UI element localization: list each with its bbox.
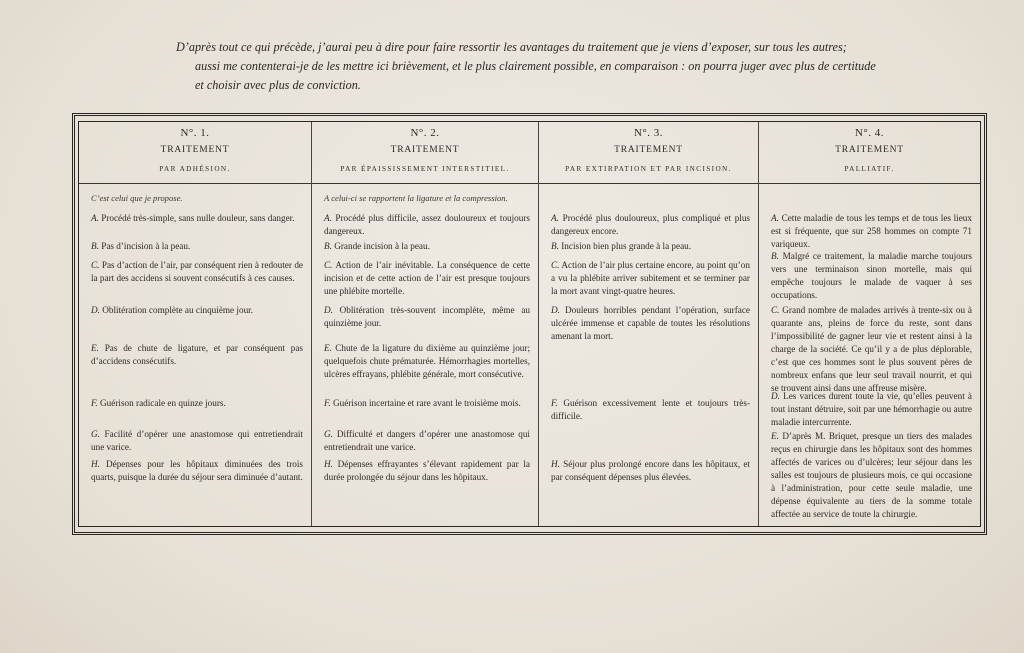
list-item bbox=[771, 430, 972, 521]
item-text: Dépenses pour les hôpitaux diminuées des trois quarts, puisque la durée du séjour sera diminuée d’autant. bbox=[91, 459, 304, 482]
list-item bbox=[551, 212, 750, 238]
item-text: Dépenses effrayantes s’élevant rapidement par la durée prolongée du séjour dans les hôpitaux. bbox=[324, 459, 530, 482]
item-text: D’après M. Briquet, presque un tiers des malades reçus en chirurgie dans les hôpitaux sont des hommes affectés de varices ou d’ulcères; leur séjour dans les salles est toujours de plusieurs mois, ce qui occasione à l’administration, pour cette seule maladie, une dépense équivalente au tiers de la somme totale affectée au service de toute la chirurgie. bbox=[771, 431, 972, 519]
item-key: B. bbox=[771, 251, 779, 261]
column-epaississement bbox=[312, 122, 539, 526]
item-key: G. bbox=[91, 429, 100, 439]
item-text: Guérison radicale en quinze jours. bbox=[100, 398, 226, 408]
item-key: C. bbox=[91, 260, 100, 270]
item-key: A. bbox=[771, 213, 779, 223]
item-key: D. bbox=[91, 305, 100, 315]
column-note: A celui-ci se rapportent la ligature et la compression. bbox=[324, 193, 508, 203]
item-key: H. bbox=[91, 459, 100, 469]
column-palliatif bbox=[759, 122, 980, 526]
column-number: N°. 4. bbox=[854, 127, 885, 139]
column-subtitle: PAR EXTIRPATION ET PAR INCISION. bbox=[565, 165, 732, 173]
item-key: E. bbox=[324, 343, 332, 353]
item-key: A. bbox=[551, 213, 559, 223]
item-text: Les varices durent toute la vie, qu’elles peuvent à tout instant détruire, soit par une hémorrhagie ou autre maladie intercurrente. bbox=[771, 391, 972, 427]
column-header bbox=[79, 122, 311, 184]
list-item bbox=[771, 212, 972, 251]
item-key: C. bbox=[324, 260, 333, 270]
column-title: TRAITEMENT bbox=[160, 145, 230, 155]
list-item bbox=[324, 342, 530, 381]
list-item bbox=[324, 259, 530, 298]
list-item bbox=[91, 240, 303, 253]
list-item bbox=[91, 304, 303, 317]
intro-paragraph bbox=[176, 38, 906, 95]
column-note: C’est celui que je propose. bbox=[91, 193, 183, 203]
intro-line: et choisir avec plus de conviction. bbox=[195, 78, 361, 92]
item-text: Difficulté et dangers d’opérer une anastomose qui entretiendrait une varice. bbox=[324, 429, 530, 452]
item-text: Oblitération complète au cinquième jour. bbox=[102, 305, 254, 315]
item-text: Guérison incertaine et rare avant le troisième mois. bbox=[333, 398, 521, 408]
list-item bbox=[551, 458, 750, 484]
list-item bbox=[551, 397, 750, 423]
item-text: Cette maladie de tous les temps et de tous les lieux est si fréquente, que sur 258 hommes on compte 71 variqueux. bbox=[771, 213, 972, 249]
item-key: F. bbox=[91, 398, 98, 408]
item-text: Facilité d’opérer une anastomose qui entretiendrait une varice. bbox=[91, 429, 304, 452]
list-item bbox=[91, 342, 303, 368]
list-item bbox=[324, 304, 530, 330]
item-text: Pas de chute de ligature, et par conséquent pas d’accidens consécutifs. bbox=[91, 343, 303, 366]
column-number: N°. 3. bbox=[633, 127, 664, 139]
list-item bbox=[91, 428, 303, 454]
item-key: D. bbox=[551, 305, 560, 315]
comparison-table bbox=[72, 113, 987, 535]
column-subtitle: PAR ÉPAISSISSEMENT INTERSTITIEL. bbox=[340, 165, 510, 173]
column-title: TRAITEMENT bbox=[835, 145, 904, 155]
item-key: C. bbox=[771, 305, 780, 315]
list-item bbox=[324, 212, 530, 238]
item-text: Pas d’action de l’air, par conséquent rien à redouter de la part des accidens si souvent consécutifs à ces causes. bbox=[91, 260, 303, 283]
item-key: F. bbox=[324, 398, 331, 408]
list-item bbox=[91, 259, 303, 285]
list-item bbox=[324, 428, 530, 454]
item-key: G. bbox=[324, 429, 333, 439]
item-text: Action de l’air plus certaine encore, au point qu’on a vu la phlébite arriver subitement et se terminer par la mort avant vingt-quatre heures. bbox=[551, 260, 750, 296]
item-key: B. bbox=[551, 241, 559, 251]
list-item bbox=[324, 458, 530, 484]
item-key: D. bbox=[324, 305, 333, 315]
list-item bbox=[551, 259, 750, 298]
column-adhesion bbox=[79, 122, 312, 526]
item-key: H. bbox=[324, 459, 333, 469]
item-key: C. bbox=[551, 260, 560, 270]
item-text: Séjour plus prolongé encore dans les hôpitaux, et par conséquent dépenses plus élevées. bbox=[551, 459, 750, 482]
list-item bbox=[91, 458, 303, 484]
column-title: TRAITEMENT bbox=[614, 145, 683, 155]
item-text: Procédé très-simple, sans nulle douleur, sans danger. bbox=[101, 213, 295, 223]
intro-line: D’après tout ce qui précède, j’aurai peu à dire pour faire ressortir les avantages du traitement que je viens d’exposer, sur tous les autres; bbox=[176, 40, 847, 54]
intro-line: aussi me contenterai-je de les mettre ici brièvement, et le plus clairement possible, en comparaison : on pourra juger avec plus de certitude bbox=[195, 59, 876, 73]
list-item bbox=[324, 240, 530, 253]
item-key: A. bbox=[324, 213, 332, 223]
column-subtitle: PALLIATIF. bbox=[844, 165, 895, 173]
column-title: TRAITEMENT bbox=[390, 145, 460, 155]
column-number: N°. 1. bbox=[180, 127, 210, 139]
item-text: Oblitération très-souvent incomplète, même au quinzième jour. bbox=[324, 305, 530, 328]
item-text: Procédé plus douloureux, plus compliqué et plus dangereux encore. bbox=[551, 213, 751, 236]
item-key: B. bbox=[91, 241, 99, 251]
list-item bbox=[771, 304, 972, 395]
item-text: Procédé plus difficile, assez douloureux et toujours dangereux. bbox=[324, 213, 531, 236]
item-text: Grande incision à la peau. bbox=[334, 241, 430, 251]
list-item bbox=[551, 304, 750, 343]
item-text: Grand nombre de malades arrivés à trente-six ou à quarante ans, pleins de force du reste, sont dans l’impossibilité de gagner leur vie et restent ainsi à la charge de la société. Ce qu’il y a de plus déplorable, c’est que ces hommes sont le plus souvent pères de nombreux enfans que leur seul travail nourrit, et qui se trouvent ainsi dans une affreuse misère. bbox=[771, 305, 972, 393]
column-subtitle: PAR ADHÉSION. bbox=[159, 165, 231, 173]
item-text: Action de l’air inévitable. La conséquence de cette incision et de cette action de l’air est presque toujours une phlébite mortelle. bbox=[324, 260, 530, 296]
item-key: B. bbox=[324, 241, 332, 251]
item-text: Incision bien plus grande à la peau. bbox=[561, 241, 692, 251]
column-extirpation bbox=[539, 122, 759, 526]
item-key: E. bbox=[771, 431, 779, 441]
list-item bbox=[324, 397, 530, 410]
item-key: F. bbox=[551, 398, 558, 408]
list-item bbox=[771, 250, 972, 302]
item-text: Guérison excessivement lente et toujours très-difficile. bbox=[551, 398, 750, 421]
list-item bbox=[551, 240, 750, 253]
column-header bbox=[312, 122, 538, 184]
item-key: E. bbox=[91, 343, 99, 353]
item-text: Douleurs horribles pendant l’opération, surface ulcérée immense et capable de toutes les résolutions amenant la mort. bbox=[551, 305, 750, 341]
item-key: H. bbox=[551, 459, 560, 469]
item-text: Chute de la ligature du dixième au quinzième jour; quelquefois chute prématurée. Hémorrhagies mortelles, ulcères effrayans, phlébite générale, mort consécutive. bbox=[324, 343, 531, 379]
item-text: Pas d’incision à la peau. bbox=[101, 241, 191, 251]
column-header bbox=[759, 122, 980, 184]
item-text: Malgré ce traitement, la maladie marche toujours vers une terminaison sinon mortelle, mais qui empêche toujours le malade de vaquer à ses occupations. bbox=[771, 251, 972, 300]
column-header bbox=[539, 122, 758, 184]
item-key: A. bbox=[91, 213, 99, 223]
list-item bbox=[771, 390, 972, 429]
item-key: D. bbox=[771, 391, 780, 401]
column-number: N°. 2. bbox=[410, 127, 440, 139]
list-item bbox=[91, 397, 303, 410]
list-item bbox=[91, 212, 303, 225]
